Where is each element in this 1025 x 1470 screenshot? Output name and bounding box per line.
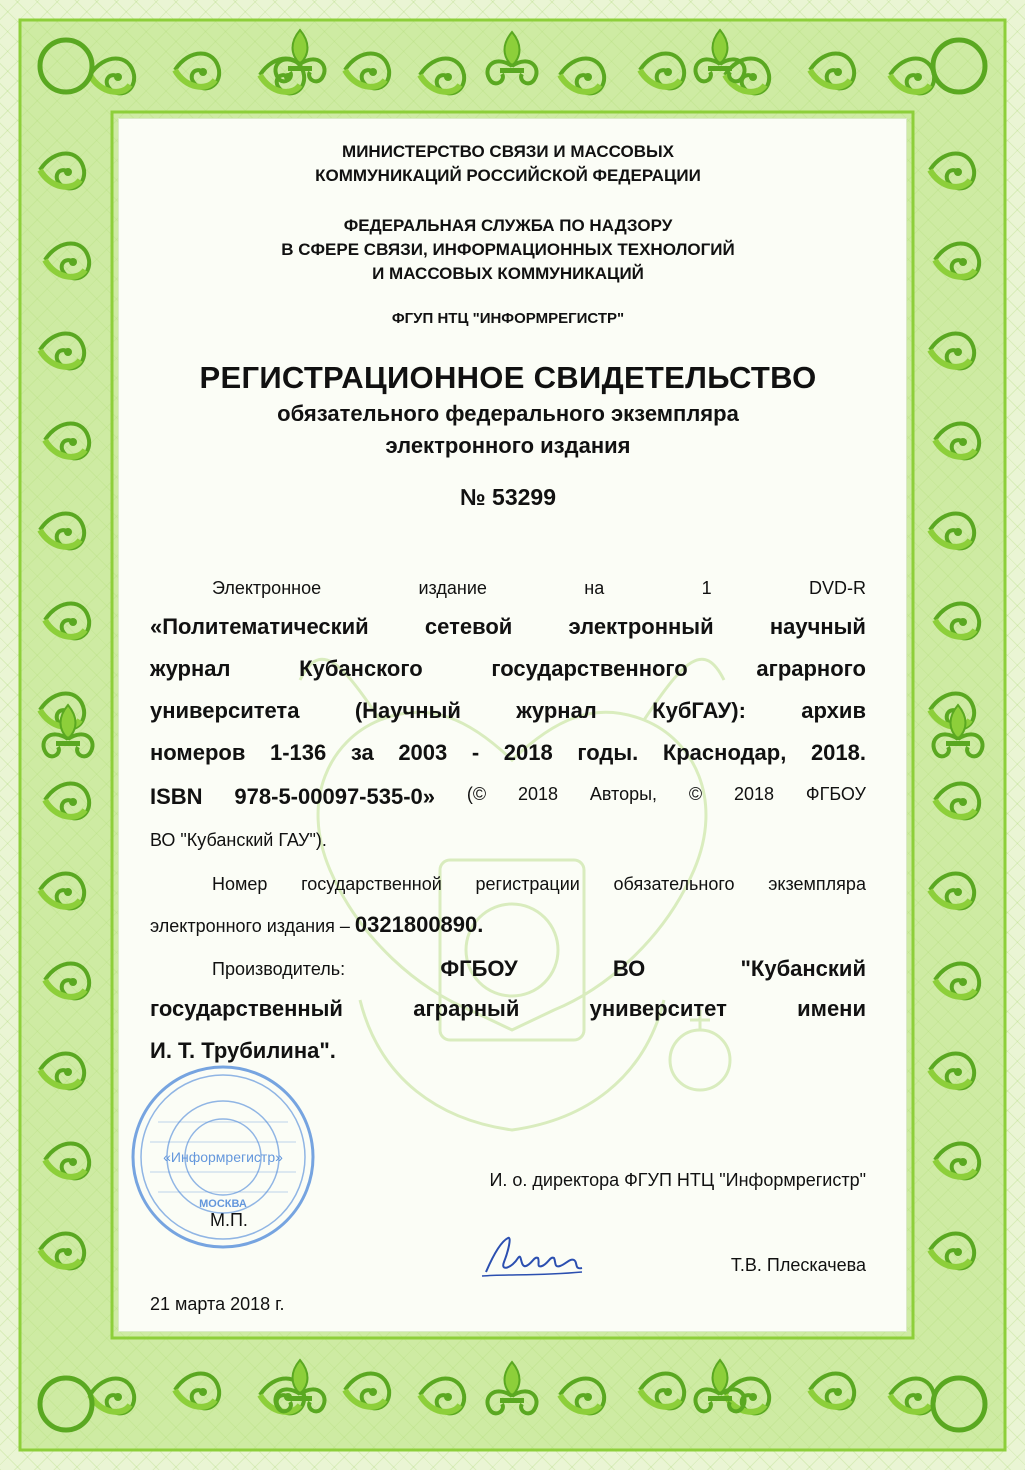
regnum-value: 0321800890. <box>354 912 484 937</box>
pub-word: архив <box>801 698 866 723</box>
regnum-line-1 <box>212 874 866 895</box>
producer-word: государственный <box>150 996 343 1021</box>
intro-word: Электронное <box>212 578 322 598</box>
stamp-center-text: «Информрегистр» <box>163 1149 283 1165</box>
pub-word: 2003 <box>398 740 448 765</box>
producer-word: ФГБОУ <box>440 956 518 981</box>
stamp-city-text: МОСКВА <box>199 1198 247 1210</box>
certificate-subtitle-2: электронного издания <box>385 433 631 458</box>
regnum-prefix: электронного издания – <box>150 916 355 936</box>
mp-label: М.П. <box>210 1210 248 1230</box>
ministry-line-2: КОММУНИКАЦИЙ РОССИЙСКОЙ ФЕДЕРАЦИИ <box>315 166 701 185</box>
pub-word: КубГАУ): <box>652 698 746 723</box>
regnum-word: регистрации <box>475 874 580 894</box>
pub-word: сетевой <box>424 614 513 639</box>
handwritten-signature <box>478 1228 588 1284</box>
intro-word: DVD-R <box>808 578 866 598</box>
pub-word: (Научный <box>354 698 461 723</box>
pub-word: годы. <box>577 740 639 765</box>
pub-word: 2018 <box>503 740 553 765</box>
certificate-number: № 53299 <box>460 484 556 510</box>
copyright-end: ВО "Кубанский ГАУ"). <box>150 830 327 850</box>
pub-word: университета <box>150 698 300 723</box>
issue-date: 21 марта 2018 г. <box>150 1294 285 1314</box>
pub-word: электронный <box>568 614 714 639</box>
intro-word: 1 <box>701 578 712 598</box>
pub-word: аграрного <box>756 656 866 681</box>
signer-name: Т.В. Плескачева <box>730 1255 866 1275</box>
pub-word: Краснодар, <box>662 740 787 765</box>
pub-word: научный <box>769 614 866 639</box>
pub-word: журнал <box>150 656 231 681</box>
producer-word: аграрный <box>413 996 520 1021</box>
pub-word: номеров <box>150 740 246 765</box>
regnum-line-2 <box>150 912 483 938</box>
copyright-word: © <box>688 784 703 804</box>
pub-word: 2018. <box>810 740 866 765</box>
copyright-word: 2018 <box>517 784 559 804</box>
service-line-2: В СФЕРЕ СВЯЗИ, ИНФОРМАЦИОННЫХ ТЕХНОЛОГИЙ <box>281 240 735 259</box>
copyright-word: 2018 <box>734 784 775 804</box>
copyright-word: ФГБОУ <box>805 784 866 804</box>
producer-word: университет <box>589 996 727 1021</box>
copyright-word: Авторы, <box>589 784 658 804</box>
pub-word: Кубанского <box>299 656 423 681</box>
pub-word: журнал <box>516 698 597 723</box>
org-name: ФГУП НТЦ "ИНФОРМРЕГИСТР" <box>391 310 625 327</box>
regnum-word: государственной <box>301 874 442 894</box>
publication-line-2 <box>150 656 866 682</box>
regnum-word: экземпляра <box>768 874 866 894</box>
pub-word: за <box>350 740 374 765</box>
producer-label: Производитель: <box>212 959 346 979</box>
producer-line-1 <box>212 956 866 982</box>
publication-line-1 <box>150 614 866 640</box>
producer-line-3: И. Т. Трубилина". <box>150 1038 336 1063</box>
producer-word: "Кубанский <box>740 956 866 981</box>
producer-word: ВО <box>612 956 646 981</box>
publication-line-4 <box>150 740 866 766</box>
certificate-subtitle-1: обязательного федерального экземпляра <box>277 401 739 426</box>
pub-word: 1-136 <box>269 740 327 765</box>
ministry-line-1: МИНИСТЕРСТВО СВЯЗИ И МАССОВЫХ <box>342 142 674 161</box>
certificate-title: РЕГИСТРАЦИОННОЕ СВИДЕТЕЛЬСТВО <box>199 360 817 395</box>
regnum-word: Номер <box>212 874 268 894</box>
director-title: И. о. директора ФГУП НТЦ "Информрегистр" <box>489 1170 866 1190</box>
pub-word: - <box>471 740 480 765</box>
regnum-word: обязательного <box>613 874 735 894</box>
service-line-3: И МАССОВЫХ КОММУНИКАЦИЙ <box>372 264 644 283</box>
intro-line <box>212 578 866 599</box>
isbn-value: 978-5-00097-535-0» <box>234 784 436 809</box>
pub-word: государственного <box>491 656 688 681</box>
service-line-1: ФЕДЕРАЛЬНАЯ СЛУЖБА ПО НАДЗОРУ <box>343 216 673 235</box>
pub-word: «Политематический <box>150 614 369 639</box>
publication-line-3 <box>150 698 866 724</box>
intro-word: издание <box>418 578 487 598</box>
isbn-label: ISBN <box>150 784 203 809</box>
official-seal-stamp <box>128 1062 318 1252</box>
isbn-line <box>150 784 866 810</box>
copyright-word: (© <box>466 784 487 804</box>
intro-word: на <box>584 578 605 598</box>
producer-line-2 <box>150 996 866 1022</box>
producer-word: имени <box>797 996 866 1021</box>
